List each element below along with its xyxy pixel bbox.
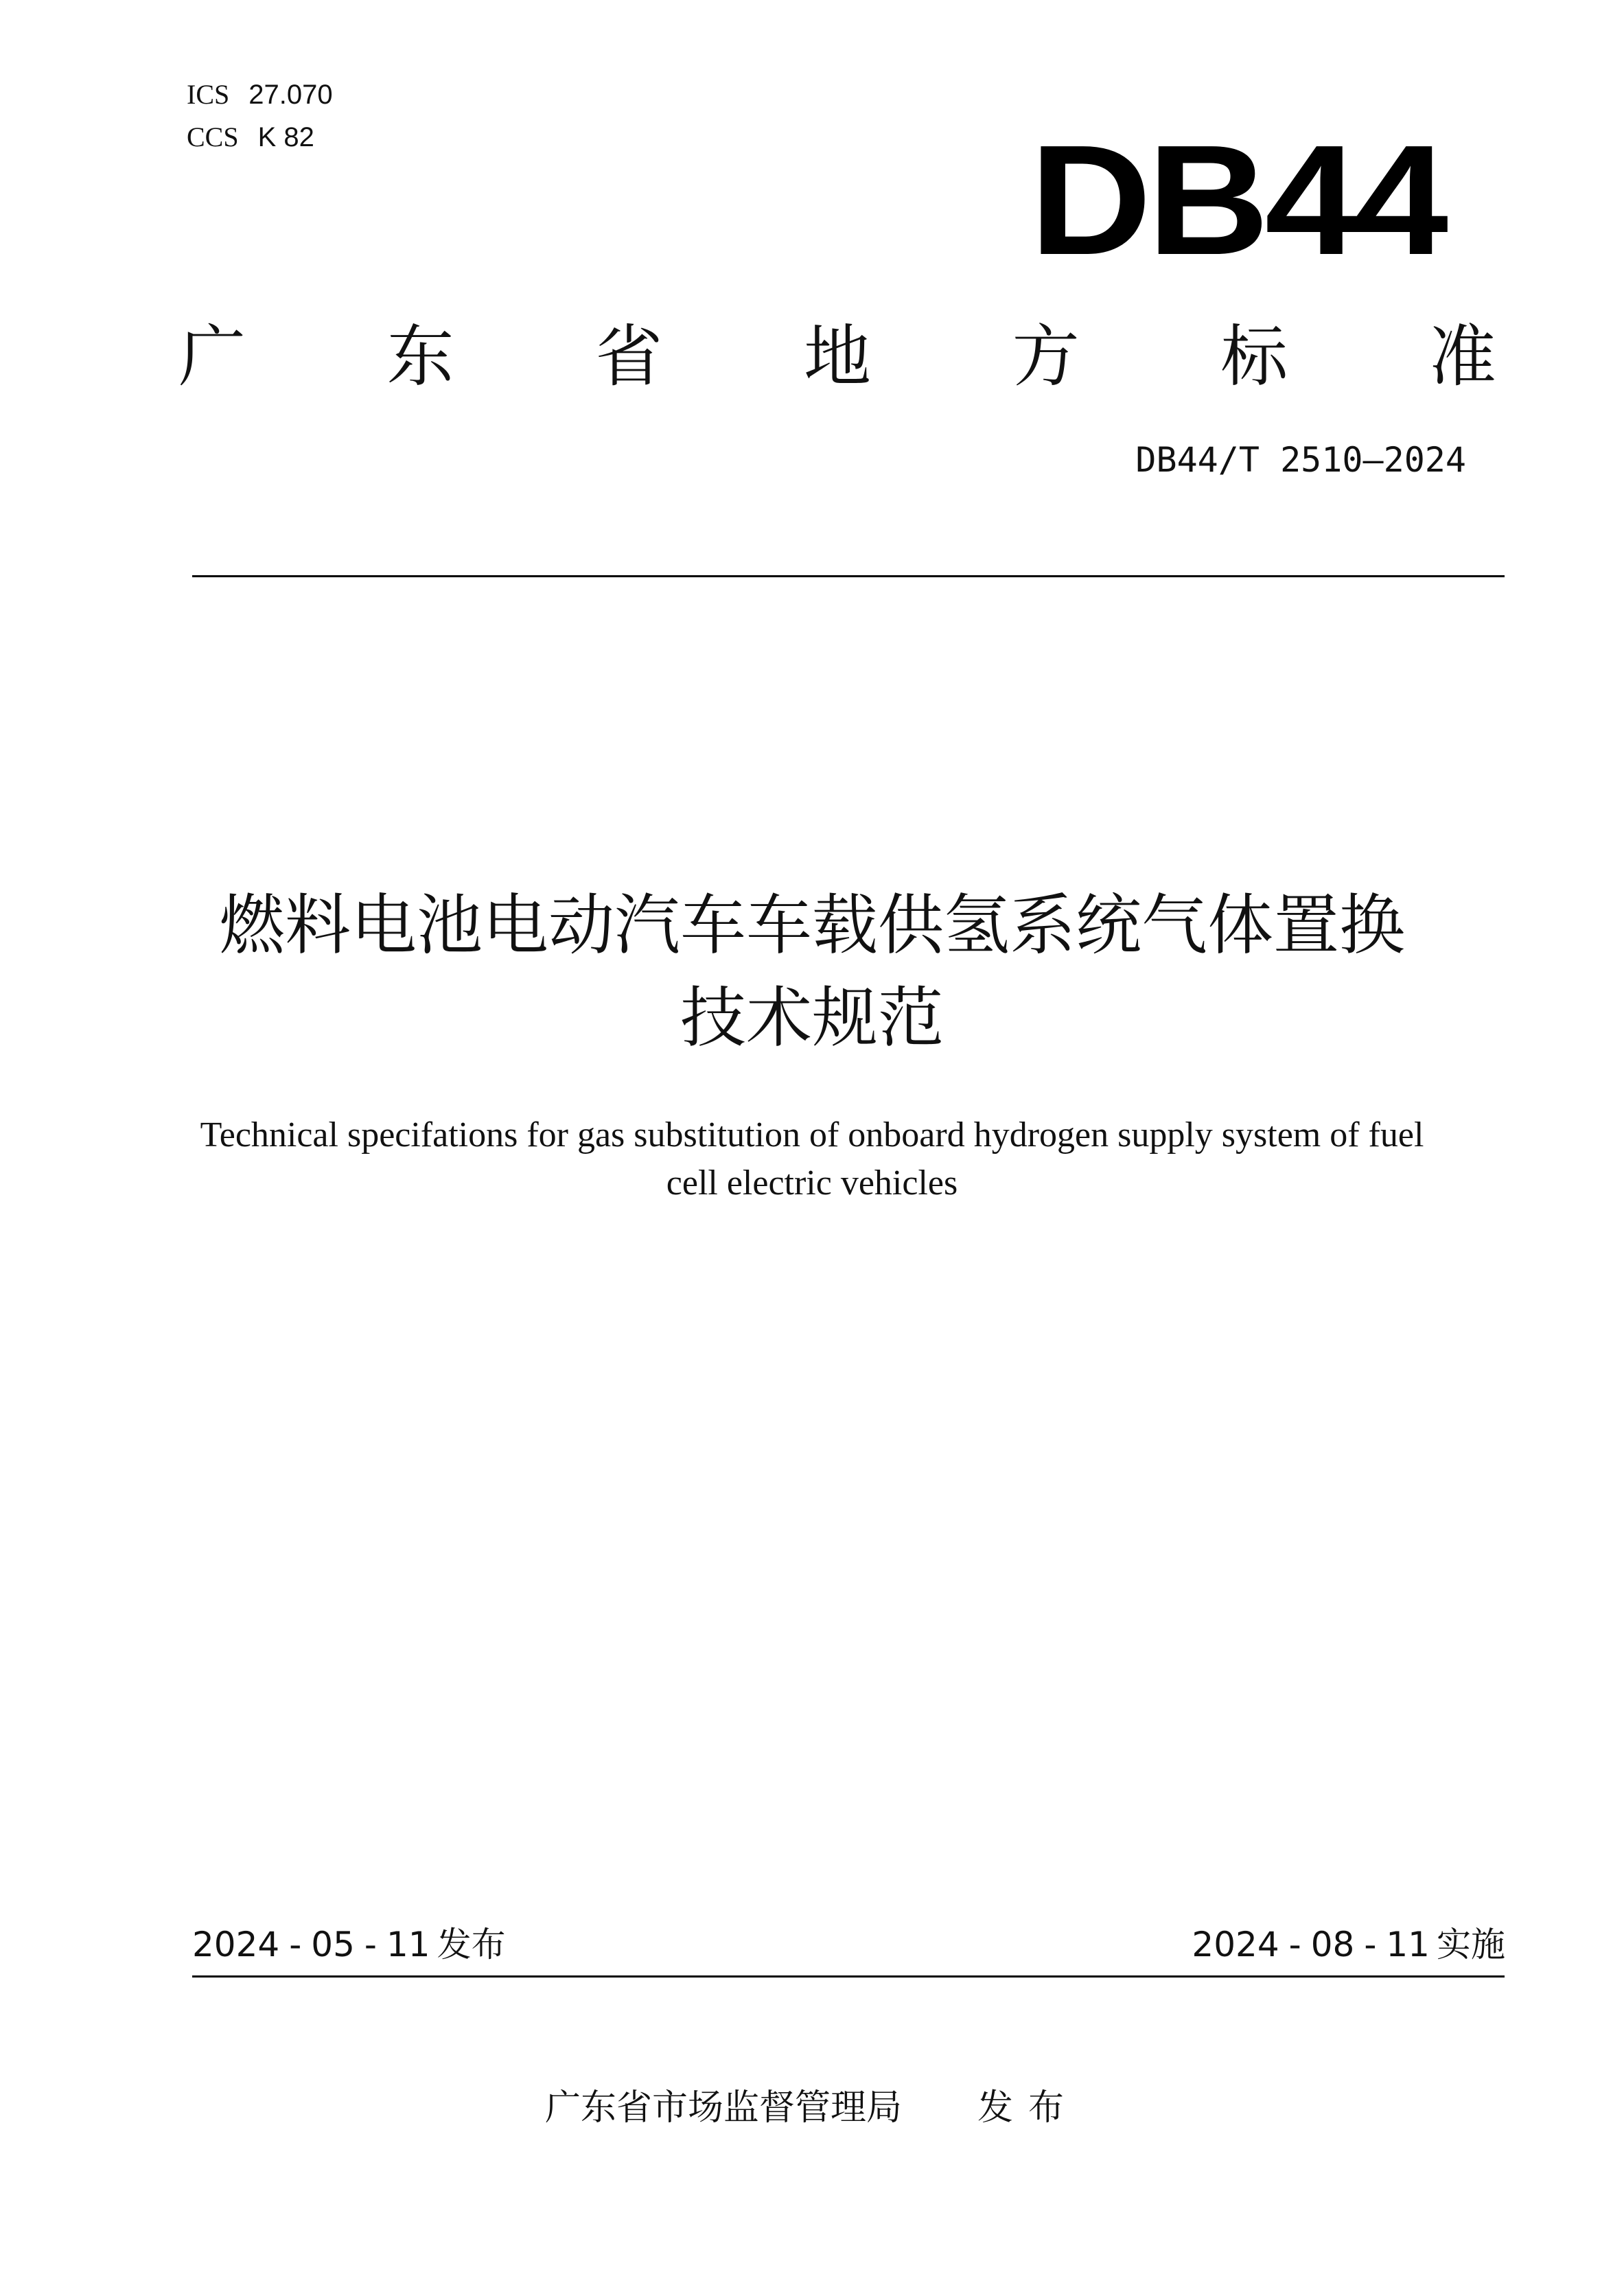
standard-type-char: 省	[595, 318, 663, 396]
implementation-month: 08	[1310, 1925, 1355, 1964]
title-en-line-2: cell electric vehicles	[666, 1163, 958, 1203]
date-separator: -	[1288, 1925, 1301, 1964]
standard-type-char: 标	[1220, 318, 1288, 396]
implementation-suffix: 实施	[1437, 1925, 1505, 1964]
footer-divider	[192, 1975, 1505, 1978]
implementation-day: 11	[1386, 1925, 1430, 1964]
standard-type-char: 准	[1428, 318, 1496, 396]
ccs-code	[187, 121, 314, 152]
db44-mark: DB44	[1030, 113, 1444, 288]
ics-value: 27.070	[248, 80, 333, 110]
ics-label: ICS	[187, 79, 230, 110]
date-separator: -	[289, 1925, 302, 1964]
ccs-value: K 82	[257, 122, 314, 152]
standard-type-char: 广	[178, 318, 246, 396]
issue-day: 11	[386, 1925, 430, 1964]
implementation-date	[1192, 1927, 1505, 1962]
title-zh-line-1: 燃料电池电动汽车车载供氢系统气体置换	[219, 887, 1405, 964]
issuer	[0, 2087, 1624, 2129]
standard-number: DB44/T 2510—2024	[1135, 440, 1466, 480]
standard-type-char: 地	[803, 318, 871, 396]
standard-type-char: 东	[386, 318, 454, 396]
issuer-name: 广东省市场监督管理局	[544, 2087, 902, 2129]
header-divider	[192, 575, 1505, 577]
issuer-verb: 发布	[977, 2087, 1080, 2129]
standard-type-char: 方	[1012, 318, 1080, 396]
date-separator: -	[1364, 1925, 1377, 1964]
issue-suffix: 发布	[437, 1925, 506, 1964]
standard-type	[178, 316, 1496, 398]
issue-year: 2024	[192, 1925, 280, 1964]
title-zh-line-2: 技术规范	[680, 979, 944, 1056]
implementation-year: 2024	[1192, 1925, 1279, 1964]
issue-month: 05	[311, 1925, 355, 1964]
ccs-label: CCS	[187, 121, 239, 152]
ics-code	[187, 81, 333, 108]
issue-date	[192, 1927, 506, 1962]
title-en-line-1: Technical specifations for gas substitution of onboard hydrogen supply system of fuel	[200, 1115, 1424, 1155]
date-separator: -	[364, 1925, 377, 1964]
